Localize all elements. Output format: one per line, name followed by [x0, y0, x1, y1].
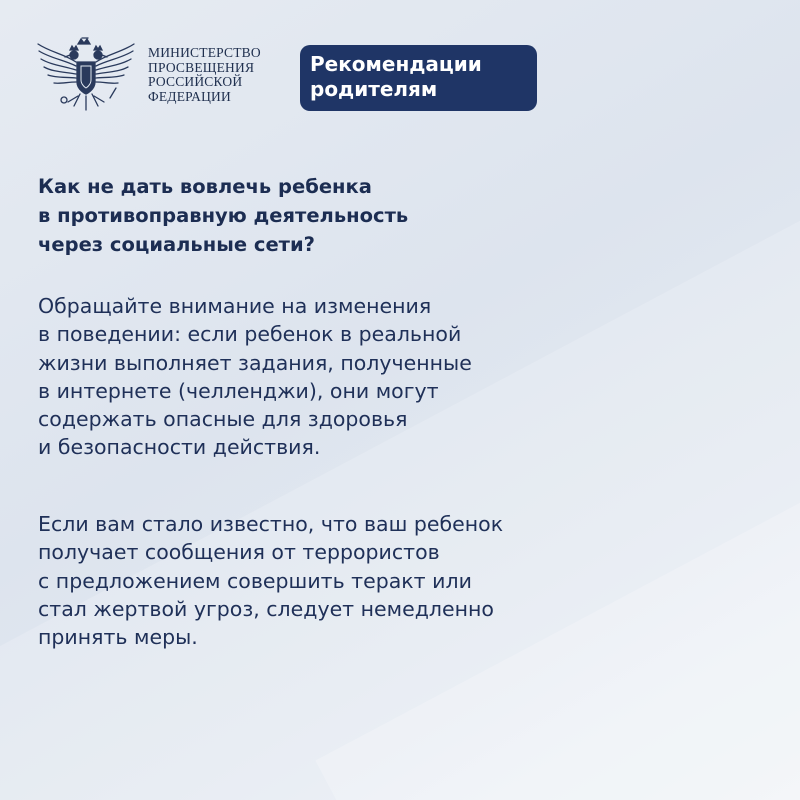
paragraph-line: в поведении: если ребенок в реальной [38, 322, 462, 347]
paragraph-line: с предложением совершить теракт или [38, 568, 472, 593]
headline-line: в противоправную деятельность [38, 204, 409, 227]
paragraph-threats [38, 510, 503, 651]
paragraph-behavior [38, 292, 472, 462]
headline-line: через социальные сети? [38, 233, 315, 256]
double-headed-eagle-icon [34, 36, 142, 114]
ministry-name [148, 46, 261, 104]
paragraph-line: содержать опасные для здоровья [38, 407, 408, 432]
paragraph-line: стал жертвой угроз, следует немедленно [38, 596, 494, 621]
ministry-line: ПРОСВЕЩЕНИЯ [148, 59, 255, 75]
badge-line: родителям [310, 77, 438, 101]
paragraph-line: в интернете (челленджи), они могут [38, 378, 439, 403]
headline-line: Как не дать вовлечь ребенка [38, 175, 372, 198]
ministry-line: ФЕДЕРАЦИИ [148, 88, 231, 104]
paragraph-line: принять меры. [38, 625, 198, 650]
badge-line: Рекомендации [310, 52, 482, 76]
ministry-line: МИНИСТЕРСТВО [148, 45, 261, 60]
ministry-line: РОССИЙСКОЙ [148, 74, 243, 89]
headline [38, 172, 408, 259]
paragraph-line: Обращайте внимание на изменения [38, 294, 432, 318]
paragraph-line: жизни выполняет задания, полученные [38, 350, 472, 375]
paragraph-line: и безопасности действия. [38, 435, 321, 460]
paragraph-line: получает сообщения от террористов [38, 540, 440, 565]
paragraph-line: Если вам стало известно, что ваш ребенок [38, 512, 504, 536]
recommendations-badge [300, 45, 537, 111]
